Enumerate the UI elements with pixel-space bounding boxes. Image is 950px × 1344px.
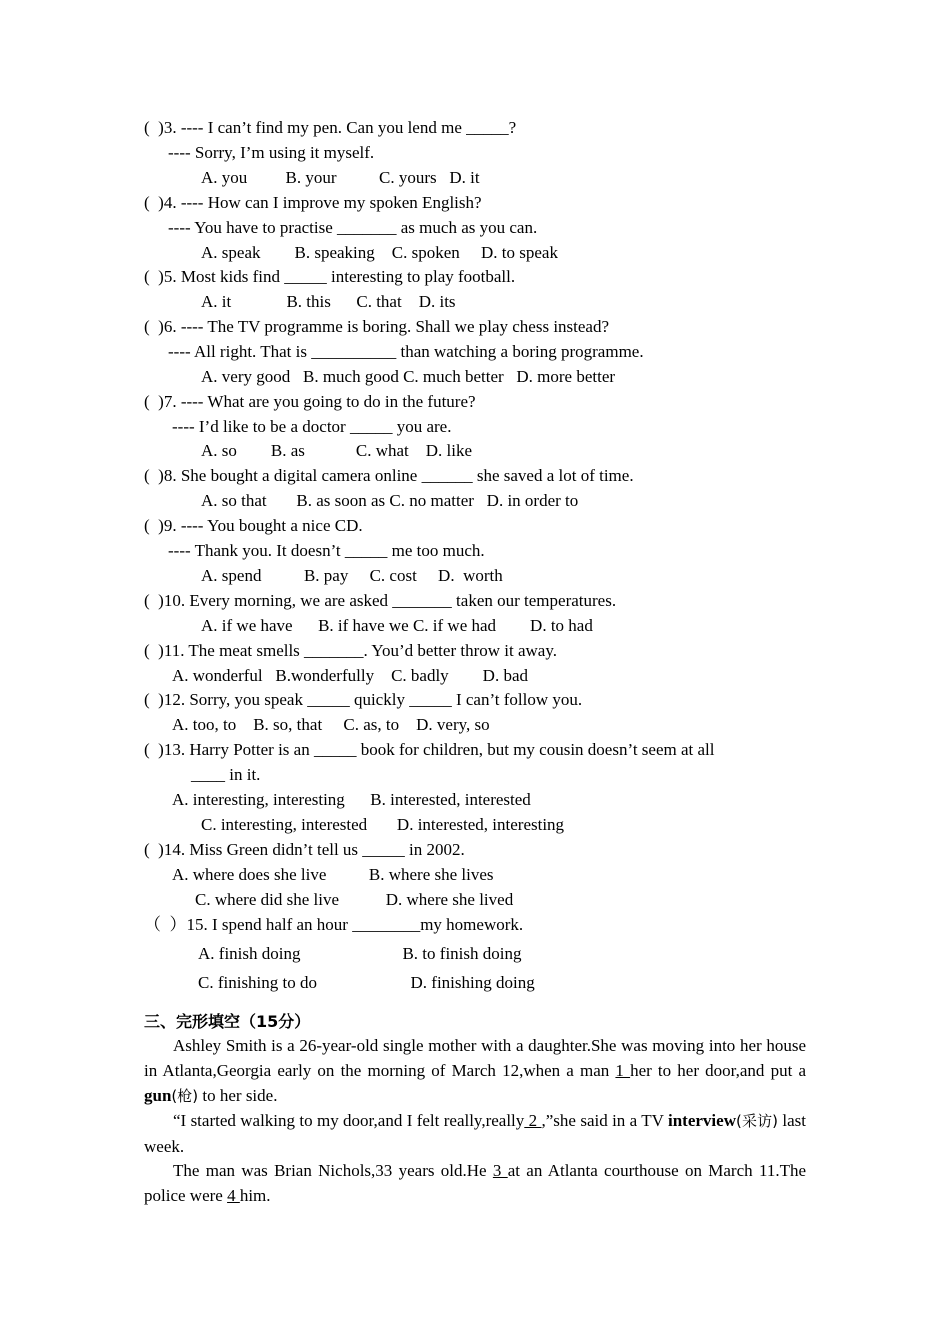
question-line: C. where did she live D. where she lived: [195, 890, 514, 909]
question-line: ---- All right. That is __________ than watching a boring programme.: [168, 342, 644, 361]
question-line: A. very good B. much good C. much better D. more better: [201, 367, 616, 386]
passage-text: her to her door,and put a: [630, 1061, 806, 1080]
question-line: A. you B. your C. yours D. it: [201, 168, 480, 187]
vocab-word-gun: gun: [144, 1086, 172, 1105]
question-line: A. finish doing B. to finish doing: [198, 944, 522, 963]
question-stem: （ ）15. I spend half an hour ________my homework.: [144, 915, 524, 934]
blank-1: 1: [615, 1061, 631, 1080]
question-line: A. speak B. speaking C. spoken D. to speak: [201, 243, 558, 262]
question-line: A. wonderful B.wonderfully C. badly D. bad: [172, 666, 529, 685]
question-line: ---- You have to practise _______ as much as you can.: [168, 218, 538, 237]
question-line: A. spend B. pay C. cost D. worth: [201, 566, 503, 585]
passage-text: him.: [239, 1186, 271, 1205]
question-line: A. so B. as C. what D. like: [201, 441, 473, 460]
question-line: A. it B. this C. that D. its: [201, 292, 456, 311]
question-stem: ( )13. Harry Potter is an _____ book for children, but my cousin doesn’t seem at all: [144, 740, 715, 759]
blank-4: 4: [227, 1186, 240, 1205]
gloss-interview: (采访): [735, 1112, 779, 1130]
question-line: A. where does she live B. where she lives: [172, 865, 494, 884]
question-stem: ( )10. Every morning, we are asked _______ taken our temperatures.: [144, 591, 617, 610]
passage-text: “I started walking to my door,and I felt really,really: [173, 1111, 525, 1130]
question-stem: ( )7. ---- What are you going to do in the future?: [144, 392, 476, 411]
question-line: A. too, to B. so, that C. as, to D. very, so: [172, 715, 490, 734]
passage-paragraph-2: [144, 1108, 806, 1159]
passage-text: ,”she said in a TV: [541, 1111, 668, 1130]
passage-text: Ashley Smith is a 26-year-old single mother with a daughter.She was moving into her house in Atlanta,Georgia early on the morning of March 12,when a man: [144, 1036, 806, 1080]
question-stem: ( )12. Sorry, you speak _____ quickly _____ I can’t follow you.: [144, 690, 583, 709]
passage-text: The man was Brian Nichols,33 years old.He: [173, 1161, 493, 1180]
question-line: C. finishing to do D. finishing doing: [198, 973, 535, 992]
passage-text: at an Atlanta courthouse on March 11.The police were: [144, 1161, 806, 1205]
section-heading: 三、完形填空（15分）: [144, 1012, 311, 1031]
gloss-gun: (枪): [171, 1087, 199, 1105]
question-stem: ( )14. Miss Green didn’t tell us _____ in 2002.: [144, 840, 465, 859]
question-line: A. so that B. as soon as C. no matter D. in order to: [201, 491, 579, 510]
question-line: ---- Thank you. It doesn’t _____ me too much.: [168, 541, 485, 560]
blank-3: 3: [492, 1161, 508, 1180]
question-stem: ( )5. Most kids find _____ interesting to play football.: [144, 267, 516, 286]
question-stem: ( )3. ---- I can’t find my pen. Can you lend me _____?: [144, 118, 517, 137]
question-line: ---- I’d like to be a doctor _____ you are.: [172, 417, 452, 436]
blank-2: 2: [524, 1111, 542, 1130]
passage-paragraph-3: [144, 1158, 806, 1208]
question-stem: ( )11. The meat smells _______. You’d better throw it away.: [144, 641, 557, 660]
question-line: ____ in it.: [191, 765, 261, 784]
passage-text: to her side.: [198, 1086, 278, 1105]
question-line: A. if we have B. if have we C. if we had D. to had: [201, 616, 593, 635]
question-stem: ( )8. She bought a digital camera online ______ she saved a lot of time.: [144, 466, 634, 485]
question-stem: ( )9. ---- You bought a nice CD.: [144, 516, 363, 535]
question-line: A. interesting, interesting B. interested, interested: [172, 790, 531, 809]
question-line: C. interesting, interested D. interested, interesting: [201, 815, 565, 834]
passage-text: last week.: [144, 1111, 807, 1156]
passage-paragraph-1: [144, 1033, 806, 1109]
question-line: ---- Sorry, I’m using it myself.: [168, 143, 375, 162]
question-stem: ( )4. ---- How can I improve my spoken English?: [144, 193, 482, 212]
vocab-word-interview: interview: [668, 1111, 736, 1130]
question-stem: ( )6. ---- The TV programme is boring. Shall we play chess instead?: [144, 317, 610, 336]
